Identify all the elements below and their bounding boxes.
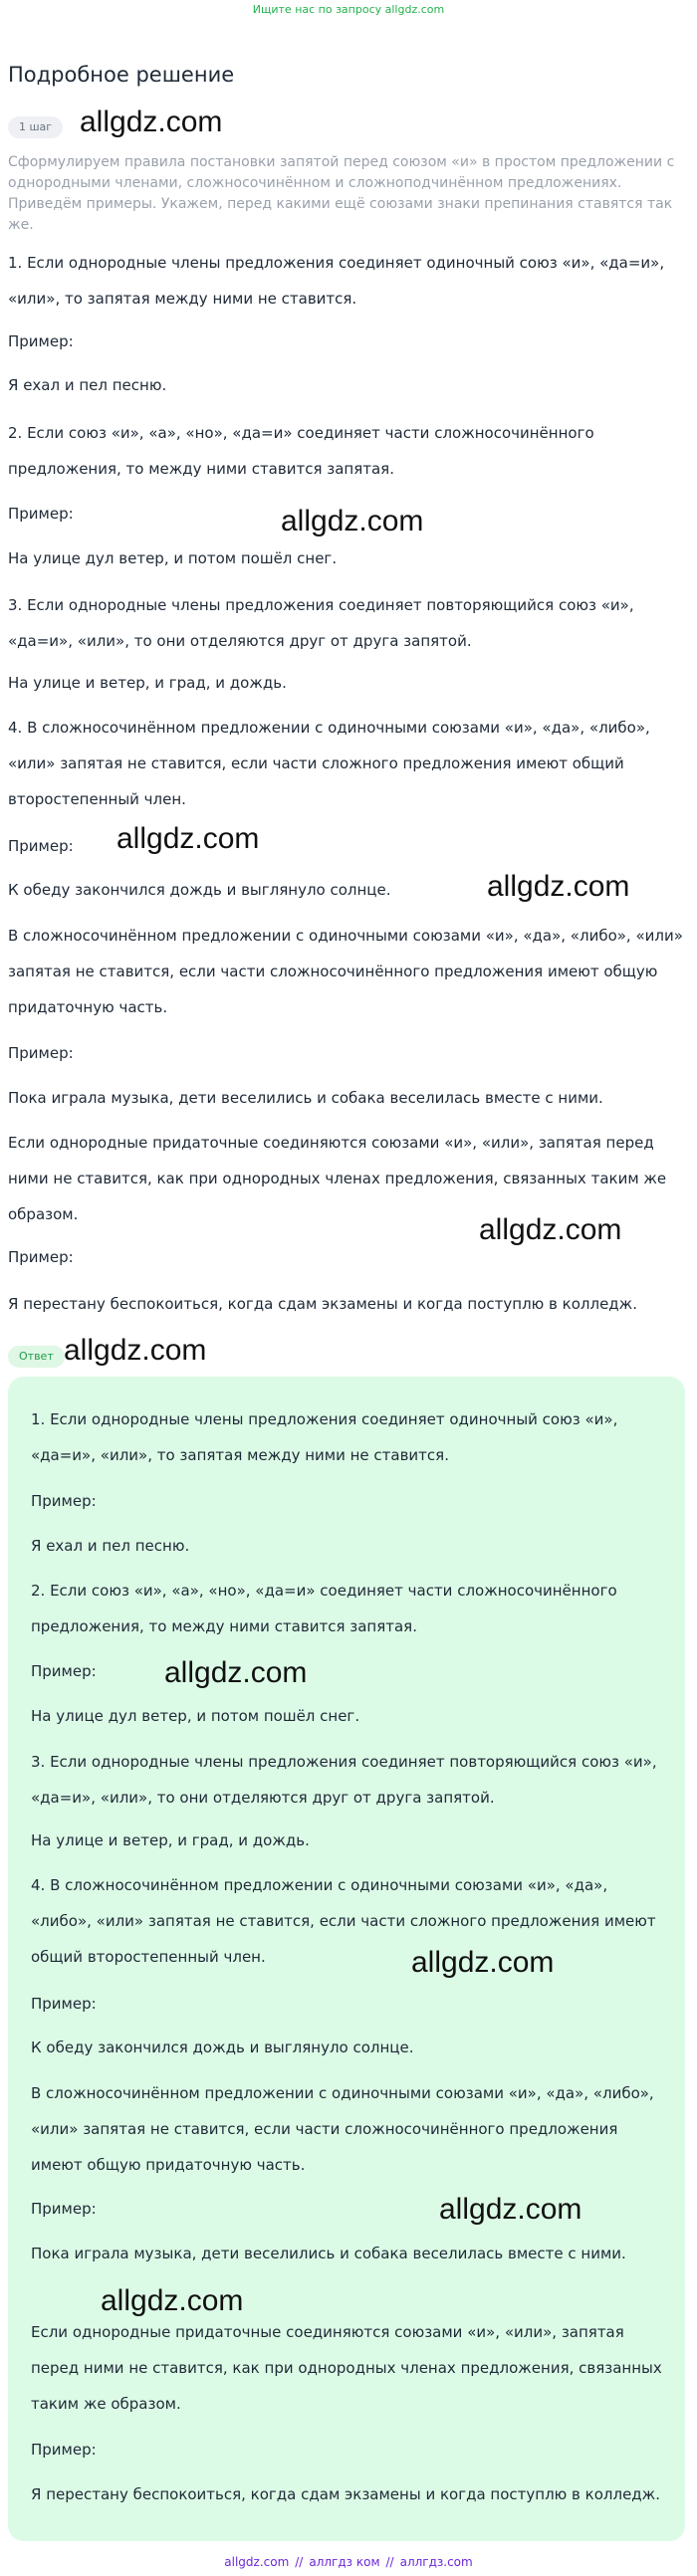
example-label: Пример: <box>8 505 74 523</box>
example-label: Пример: <box>8 1248 74 1266</box>
example-text: Пока играла музыка, дети веселились и собака веселилась вместе с ними. <box>8 1089 603 1107</box>
watermark: allgdz.com <box>479 1213 622 1246</box>
example-text: На улице и ветер, и град, и дождь. <box>8 674 287 692</box>
answer-rule-4: 4. В сложносочинённом предложении с одиночными союзами «и», «да», «либо», «или» запятая не ставится, если части сложного предложения имеют общий второстепенный член. <box>31 1876 656 1966</box>
rule-5: В сложносочинённом предложении с одиночными союзами «и», «да», «либо», «или» запятая не ставится, если части сложносочинённого предложения имеют общую придаточную часть. <box>8 927 683 1016</box>
rule-2: 2. Если союз «и», «а», «но», «да=и» соединяет части сложносочинённого предложения, то между ними ставится запятая. <box>8 424 594 478</box>
answer-rule-6: Если однородные придаточные соединяются союзами «и», «или», запятая перед ними не ставится, как при однородных членах предложения, связанных таким же образом. <box>31 2323 662 2413</box>
watermark: allgdz.com <box>487 870 630 903</box>
watermark: allgdz.com <box>281 505 424 537</box>
example-label: Пример: <box>8 837 74 855</box>
answer-example-label: Пример: <box>31 1995 97 2013</box>
answer-example-label: Пример: <box>31 1662 97 1680</box>
footer-separator: // <box>295 2555 304 2569</box>
watermark: allgdz.com <box>64 1334 207 1367</box>
watermark: allgdz.com <box>80 106 223 138</box>
footer-links <box>0 2554 697 2570</box>
step-badge: 1 шаг <box>8 116 63 138</box>
watermark: allgdz.com <box>101 2284 244 2317</box>
example-text: Я перестану беспокоиться, когда сдам экзамены и когда поступлю в колледж. <box>8 1295 637 1313</box>
watermark: allgdz.com <box>411 1946 555 1979</box>
answer-example-text: Я перестану беспокоиться, когда сдам экзамены и когда поступлю в колледж. <box>31 2485 660 2503</box>
watermark: allgdz.com <box>164 1656 308 1689</box>
answer-example-text: Пока играла музыка, дети веселились и собака веселилась вместе с ними. <box>31 2245 626 2262</box>
footer-link[interactable]: аллгдз ком <box>309 2555 380 2569</box>
example-label: Пример: <box>8 332 74 350</box>
page-title: Подробное решение <box>8 63 235 87</box>
intro-text: Сформулируем правила постановки запятой перед союзом «и» в простом предложении с однородными членами, сложносочинённом и сложноподчинённом предложениях. Приведём примеры. Укажем, перед какими ещё союзами знаки препинания ставятся так же. <box>8 154 675 233</box>
search-hint-link[interactable]: Ищите нас по запросу allgdz.com <box>252 3 445 16</box>
rule-3: 3. Если однородные члены предложения соединяет повторяющийся союз «и», «да=и», «или», то они отделяются друг от друга запятой. <box>8 596 634 650</box>
watermark: allgdz.com <box>439 2193 582 2226</box>
rule-6: Если однородные придаточные соединяются союзами «и», «или», запятая перед ними не ставится, как при однородных членах предложения, связанных таким же образом. <box>8 1134 667 1223</box>
answer-example-label: Пример: <box>31 1492 97 1510</box>
example-text: Я ехал и пел песню. <box>8 376 167 394</box>
footer-separator: // <box>385 2555 394 2569</box>
answer-rule-1: 1. Если однородные члены предложения соединяет одиночный союз «и», «да=и», «или», то запятая между ними не ставится. <box>31 1410 618 1464</box>
answer-example-label: Пример: <box>31 2441 97 2459</box>
answer-rule-5: В сложносочинённом предложении с одиночными союзами «и», «да», «либо», «или» запятая не ставится, если части сложносочинённого предложения имеют общую придаточную часть. <box>31 2084 654 2174</box>
rule-1: 1. Если однородные члены предложения соединяет одиночный союз «и», «да=и», «или», то запятая между ними не ставится. <box>8 254 665 308</box>
answer-example-text: На улице и ветер, и град, и дождь. <box>31 1831 310 1849</box>
answer-example-text: Я ехал и пел песню. <box>31 1537 190 1555</box>
answer-example-label: Пример: <box>31 2200 97 2218</box>
answer-rule-3: 3. Если однородные члены предложения соединяет повторяющийся союз «и», «да=и», «или», то они отделяются друг от друга запятой. <box>31 1753 657 1807</box>
rule-4: 4. В сложносочинённом предложении с одиночными союзами «и», «да», «либо», «или» запятая не ставится, если части сложного предложения имеют общий второстепенный член. <box>8 719 650 808</box>
example-label: Пример: <box>8 1044 74 1062</box>
answer-badge: Ответ <box>8 1346 65 1368</box>
example-text: К обеду закончился дождь и выглянуло солнце. <box>8 881 391 899</box>
example-text: На улице дул ветер, и потом пошёл снег. <box>8 549 338 567</box>
answer-example-text: К обеду закончился дождь и выглянуло солнце. <box>31 2039 414 2056</box>
watermark: allgdz.com <box>116 822 260 855</box>
answer-example-text: На улице дул ветер, и потом пошёл снег. <box>31 1707 360 1725</box>
footer-link[interactable]: аллгдз.com <box>399 2555 473 2569</box>
footer-link[interactable]: allgdz.com <box>224 2555 290 2569</box>
answer-rule-2: 2. Если союз «и», «а», «но», «да=и» соединяет части сложносочинённого предложения, то между ними ставится запятая. <box>31 1582 617 1635</box>
